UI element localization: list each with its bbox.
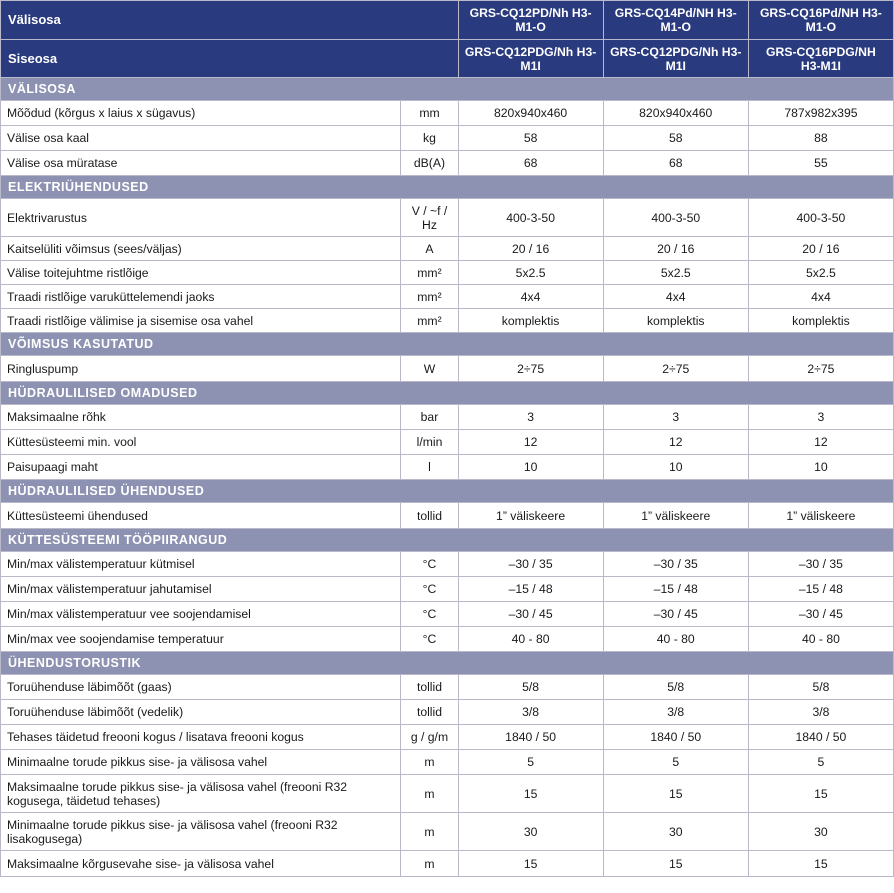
table-row <box>1 627 894 652</box>
row-label: Min/max välistemperatuur jahutamisel <box>1 577 401 602</box>
row-label: Tehases täidetud freooni kogus / lisatava freooni kogus <box>1 725 401 750</box>
row-value: –15 / 48 <box>748 577 893 602</box>
row-value: 820x940x460 <box>458 101 603 126</box>
row-value: 400-3-50 <box>603 199 748 237</box>
row-value: –15 / 48 <box>603 577 748 602</box>
section-header <box>1 480 894 503</box>
row-value: 15 <box>458 851 603 877</box>
row-value: 15 <box>603 851 748 877</box>
row-value: –30 / 45 <box>748 602 893 627</box>
row-unit: mm² <box>401 285 458 309</box>
row-value: 1840 / 50 <box>458 725 603 750</box>
row-value: 3 <box>748 405 893 430</box>
row-label: Välise osa müratase <box>1 151 401 176</box>
row-label: Kaitselüliti võimsus (sees/väljas) <box>1 237 401 261</box>
outdoor-model-1: GRS-CQ12PD/Nh H3-M1-O <box>458 1 603 40</box>
section-title: KÜTTESÜSTEEMI TÖÖPIIRANGUD <box>1 529 894 552</box>
row-label: Välise osa kaal <box>1 126 401 151</box>
row-unit: m <box>401 750 458 775</box>
table-row <box>1 151 894 176</box>
row-value: 1” väliskeere <box>458 503 603 529</box>
table-row <box>1 455 894 480</box>
indoor-model-1: GRS-CQ12PDG/Nh H3-M1I <box>458 40 603 78</box>
row-unit: tollid <box>401 700 458 725</box>
row-value: 1” väliskeere <box>748 503 893 529</box>
table-row <box>1 199 894 237</box>
row-value: –30 / 45 <box>458 602 603 627</box>
row-unit: l/min <box>401 430 458 455</box>
table-row <box>1 700 894 725</box>
row-value: 5x2.5 <box>603 261 748 285</box>
outdoor-model-3: GRS-CQ16Pd/NH H3-M1-O <box>748 1 893 40</box>
row-value: 20 / 16 <box>748 237 893 261</box>
row-label: Min/max vee soojendamise temperatuur <box>1 627 401 652</box>
row-label: Küttesüsteemi ühendused <box>1 503 401 529</box>
table-row <box>1 405 894 430</box>
row-value: –30 / 45 <box>603 602 748 627</box>
row-value: 820x940x460 <box>603 101 748 126</box>
outdoor-label: Välisosa <box>1 1 459 40</box>
row-label: Mõõdud (kõrgus x laius x sügavus) <box>1 101 401 126</box>
indoor-label: Siseosa <box>1 40 459 78</box>
row-unit: V / ~f / Hz <box>401 199 458 237</box>
row-value: 10 <box>458 455 603 480</box>
row-label: Maksimaalne rõhk <box>1 405 401 430</box>
row-unit: A <box>401 237 458 261</box>
row-value: 15 <box>748 851 893 877</box>
row-value: –15 / 48 <box>458 577 603 602</box>
row-value: 4x4 <box>603 285 748 309</box>
section-title: HÜDRAULILISED OMADUSED <box>1 382 894 405</box>
row-unit: l <box>401 455 458 480</box>
row-value: 68 <box>458 151 603 176</box>
row-value: 55 <box>748 151 893 176</box>
row-value: 5x2.5 <box>458 261 603 285</box>
row-value: 10 <box>748 455 893 480</box>
row-unit: °C <box>401 627 458 652</box>
row-value: 4x4 <box>458 285 603 309</box>
section-header <box>1 652 894 675</box>
row-value: 4x4 <box>748 285 893 309</box>
row-unit: °C <box>401 577 458 602</box>
row-value: 40 - 80 <box>603 627 748 652</box>
row-value: 5 <box>458 750 603 775</box>
row-unit: tollid <box>401 503 458 529</box>
row-unit: tollid <box>401 675 458 700</box>
row-value: 30 <box>748 813 893 851</box>
row-unit: kg <box>401 126 458 151</box>
table-row <box>1 813 894 851</box>
row-value: 40 - 80 <box>748 627 893 652</box>
row-value: 3/8 <box>748 700 893 725</box>
table-row <box>1 101 894 126</box>
table-row <box>1 750 894 775</box>
row-label: Ringluspump <box>1 356 401 382</box>
row-value: 3/8 <box>603 700 748 725</box>
section-header <box>1 176 894 199</box>
row-label: Küttesüsteemi min. vool <box>1 430 401 455</box>
row-value: 20 / 16 <box>603 237 748 261</box>
row-value: –30 / 35 <box>458 552 603 577</box>
row-unit: mm² <box>401 261 458 285</box>
row-label: Toruühenduse läbimõõt (vedelik) <box>1 700 401 725</box>
section-title: HÜDRAULILISED ÜHENDUSED <box>1 480 894 503</box>
row-unit: m <box>401 775 458 813</box>
row-unit: °C <box>401 602 458 627</box>
row-label: Minimaalne torude pikkus sise- ja välisosa vahel <box>1 750 401 775</box>
table-row <box>1 552 894 577</box>
row-value: 5/8 <box>458 675 603 700</box>
row-label: Maksimaalne torude pikkus sise- ja välisosa vahel (freooni R32 kogusega, täidetud tehases) <box>1 775 401 813</box>
row-unit: °C <box>401 552 458 577</box>
row-value: 3 <box>458 405 603 430</box>
row-value: 400-3-50 <box>748 199 893 237</box>
row-label: Minimaalne torude pikkus sise- ja välisosa vahel (freooni R32 lisakogusega) <box>1 813 401 851</box>
section-title: VÄLISOSA <box>1 78 894 101</box>
row-value: 68 <box>603 151 748 176</box>
row-value: 58 <box>603 126 748 151</box>
table-row <box>1 126 894 151</box>
row-label: Traadi ristlõige varuküttelemendi jaoks <box>1 285 401 309</box>
row-value: –30 / 35 <box>603 552 748 577</box>
row-unit: mm <box>401 101 458 126</box>
row-label: Traadi ristlõige välimise ja sisemise osa vahel <box>1 309 401 333</box>
row-unit: m <box>401 851 458 877</box>
row-label: Min/max välistemperatuur vee soojendamisel <box>1 602 401 627</box>
row-value: 10 <box>603 455 748 480</box>
outdoor-model-2: GRS-CQ14Pd/NH H3-M1-O <box>603 1 748 40</box>
table-row <box>1 356 894 382</box>
section-title: ELEKTRIÜHENDUSED <box>1 176 894 199</box>
row-label: Paisupaagi maht <box>1 455 401 480</box>
row-value: 5 <box>603 750 748 775</box>
table-row <box>1 577 894 602</box>
row-value: 5/8 <box>748 675 893 700</box>
row-value: 3 <box>603 405 748 430</box>
row-unit: W <box>401 356 458 382</box>
row-unit: mm² <box>401 309 458 333</box>
table-row <box>1 725 894 750</box>
indoor-model-row <box>1 40 894 78</box>
table-row <box>1 851 894 877</box>
row-value: komplektis <box>458 309 603 333</box>
row-value: 15 <box>458 775 603 813</box>
table-row <box>1 309 894 333</box>
row-unit: bar <box>401 405 458 430</box>
section-title: ÜHENDUSTORUSTIK <box>1 652 894 675</box>
section-header <box>1 382 894 405</box>
row-value: 30 <box>603 813 748 851</box>
section-header <box>1 333 894 356</box>
indoor-model-2: GRS-CQ12PDG/Nh H3-M1I <box>603 40 748 78</box>
row-value: 1840 / 50 <box>603 725 748 750</box>
row-value: 88 <box>748 126 893 151</box>
outdoor-model-row <box>1 1 894 40</box>
row-unit: dB(A) <box>401 151 458 176</box>
row-value: 20 / 16 <box>458 237 603 261</box>
table-row <box>1 430 894 455</box>
section-header <box>1 78 894 101</box>
row-value: 2÷75 <box>603 356 748 382</box>
row-value: 1” väliskeere <box>603 503 748 529</box>
section-title: VÕIMSUS KASUTATUD <box>1 333 894 356</box>
section-header <box>1 529 894 552</box>
row-value: komplektis <box>748 309 893 333</box>
row-value: 3/8 <box>458 700 603 725</box>
table-row <box>1 237 894 261</box>
row-label: Maksimaalne kõrgusevahe sise- ja välisosa vahel <box>1 851 401 877</box>
row-value: 58 <box>458 126 603 151</box>
row-value: 2÷75 <box>458 356 603 382</box>
row-value: komplektis <box>603 309 748 333</box>
row-value: 15 <box>603 775 748 813</box>
row-label: Elektrivarustus <box>1 199 401 237</box>
row-label: Toruühenduse läbimõõt (gaas) <box>1 675 401 700</box>
table-row <box>1 775 894 813</box>
row-value: 12 <box>603 430 748 455</box>
table-row <box>1 503 894 529</box>
row-value: 30 <box>458 813 603 851</box>
row-label: Min/max välistemperatuur kütmisel <box>1 552 401 577</box>
table-row <box>1 261 894 285</box>
row-unit: m <box>401 813 458 851</box>
row-unit: g / g/m <box>401 725 458 750</box>
row-value: 40 - 80 <box>458 627 603 652</box>
row-value: 1840 / 50 <box>748 725 893 750</box>
row-value: 787x982x395 <box>748 101 893 126</box>
row-value: 12 <box>458 430 603 455</box>
row-value: 5x2.5 <box>748 261 893 285</box>
row-value: 12 <box>748 430 893 455</box>
row-value: 5/8 <box>603 675 748 700</box>
table-row <box>1 285 894 309</box>
table-row <box>1 602 894 627</box>
row-value: 400-3-50 <box>458 199 603 237</box>
row-value: 2÷75 <box>748 356 893 382</box>
indoor-model-3: GRS-CQ16PDG/NH H3-M1I <box>748 40 893 78</box>
row-label: Välise toitejuhtme ristlõige <box>1 261 401 285</box>
row-value: –30 / 35 <box>748 552 893 577</box>
row-value: 5 <box>748 750 893 775</box>
row-value: 15 <box>748 775 893 813</box>
table-row <box>1 675 894 700</box>
